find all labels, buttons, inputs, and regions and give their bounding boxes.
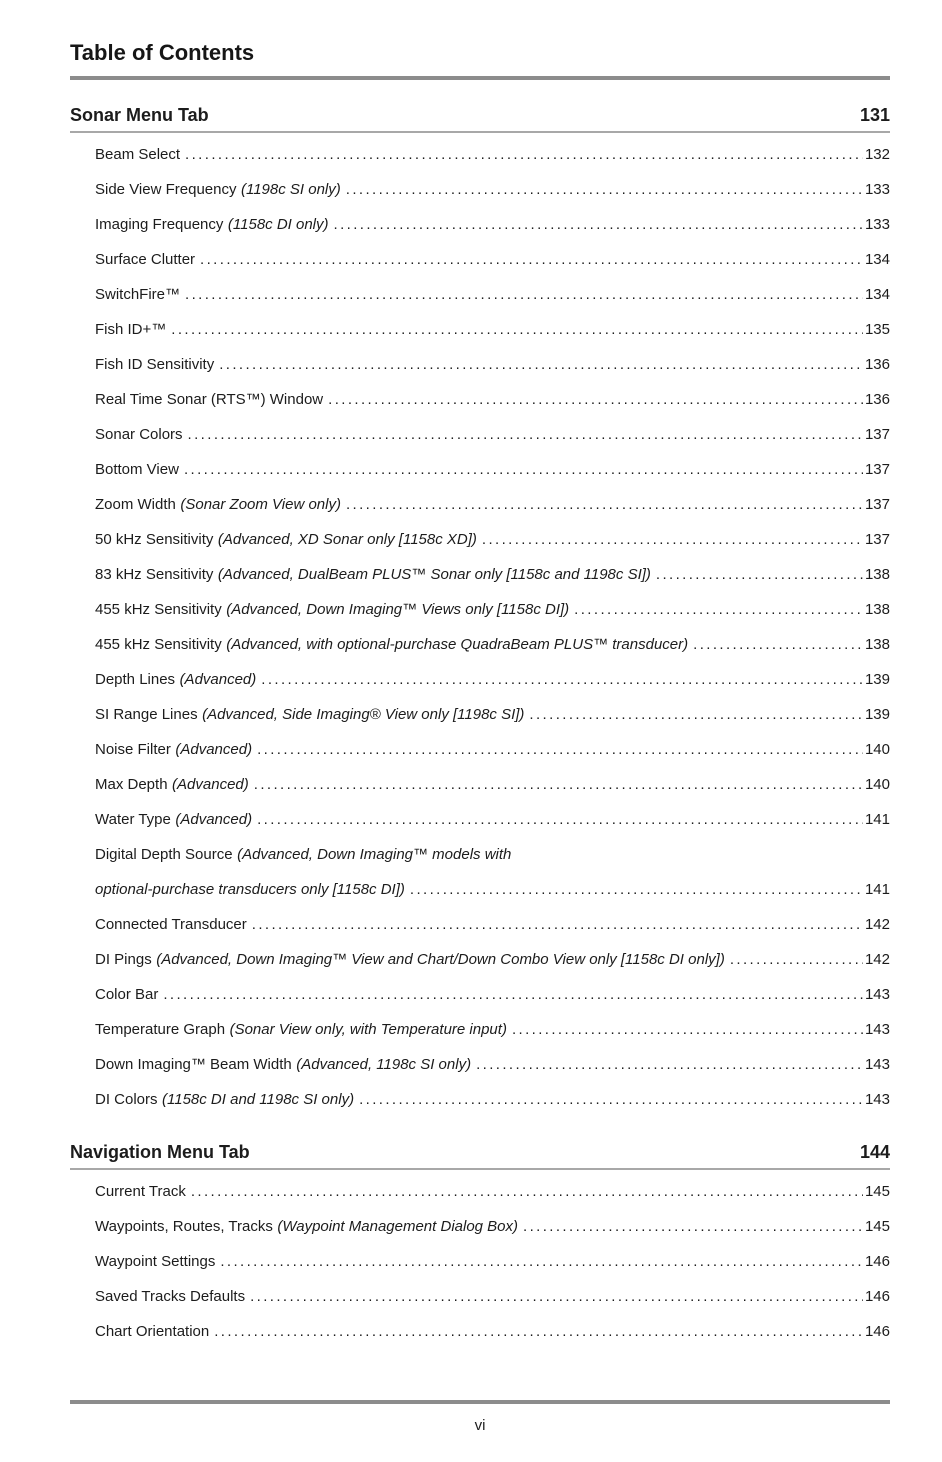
- entry-label: Water Type: [95, 811, 171, 828]
- entry-main-line: [95, 382, 890, 417]
- entry-main-line: [95, 207, 890, 242]
- dotted-leader: [359, 1082, 863, 1117]
- section-title: Sonar Menu Tab: [70, 105, 209, 125]
- entry-qualifier: (1198c SI only): [240, 181, 341, 198]
- toc-section: [70, 1142, 890, 1349]
- entry-page-number: 138: [864, 636, 890, 653]
- entry-main-line: [95, 732, 890, 767]
- dotted-leader: [219, 347, 863, 382]
- entry-first-line: [95, 837, 890, 872]
- entry-main-line: [95, 872, 890, 907]
- dotted-leader: [346, 172, 863, 207]
- toc-sections: [70, 80, 890, 1349]
- entry-page-number: 138: [864, 566, 890, 583]
- entry-label: Side View Frequency: [95, 181, 237, 198]
- toc-entry: [95, 347, 890, 382]
- entry-label: SI Range Lines: [95, 706, 198, 723]
- entry-main-line: [95, 1314, 890, 1349]
- entry-page-number: 133: [864, 181, 890, 198]
- entry-main-line: [95, 1174, 890, 1209]
- entry-main-line: [95, 627, 890, 662]
- entry-main-line: [95, 452, 890, 487]
- entry-page-number: 137: [864, 531, 890, 548]
- entry-page-number: 145: [864, 1218, 890, 1235]
- section-entry-list: [70, 133, 890, 1117]
- page-title: Table of Contents: [70, 40, 255, 65]
- toc-entry: [95, 487, 890, 522]
- entry-main-line: [95, 907, 890, 942]
- toc-entry: [95, 627, 890, 662]
- entry-label: 455 kHz Sensitivity: [95, 636, 222, 653]
- entry-label: 455 kHz Sensitivity: [95, 601, 222, 618]
- toc-entry: [95, 417, 890, 452]
- dotted-leader: [200, 242, 863, 277]
- toc-entry: [95, 907, 890, 942]
- entry-qualifier: (Advanced, Side Imaging® View only [1198c SI]): [202, 706, 525, 723]
- entry-qualifier: (Advanced, 1198c SI only): [296, 1056, 472, 1073]
- entry-main-line: [95, 487, 890, 522]
- toc-entry: [95, 137, 890, 172]
- toc-entry: [95, 977, 890, 1012]
- entry-label: Color Bar: [95, 986, 159, 1003]
- entry-page-number: 138: [864, 601, 890, 618]
- section-header: [70, 105, 890, 133]
- entry-qualifier: (1158c DI only): [227, 216, 329, 233]
- dotted-leader: [185, 137, 863, 172]
- section-title: Navigation Menu Tab: [70, 1142, 250, 1162]
- entry-page-number: 143: [864, 1021, 890, 1038]
- entry-qualifier: (1158c DI and 1198c SI only): [162, 1091, 355, 1108]
- entry-main-line: [95, 137, 890, 172]
- section-page-number: 131: [859, 105, 890, 125]
- toc-entry: [95, 557, 890, 592]
- entry-main-line: [95, 662, 890, 697]
- entry-page-number: 140: [864, 776, 890, 793]
- entry-main-line: [95, 312, 890, 347]
- entry-main-line: [95, 942, 890, 977]
- entry-label: Fish ID Sensitivity: [95, 356, 215, 373]
- dotted-leader: [254, 767, 863, 802]
- entry-label: Bottom View: [95, 461, 179, 478]
- dotted-leader: [512, 1012, 863, 1047]
- entry-label: Fish ID+™: [95, 321, 167, 338]
- dotted-leader: [574, 592, 863, 627]
- page-footer: [70, 1400, 890, 1434]
- entry-main-line: [95, 557, 890, 592]
- entry-label: Sonar Colors: [95, 426, 183, 443]
- entry-label: Surface Clutter: [95, 251, 196, 268]
- entry-label: Temperature Graph: [95, 1021, 226, 1038]
- toc-entry: [95, 697, 890, 732]
- entry-main-line: [95, 1012, 890, 1047]
- toc-entry: [95, 277, 890, 312]
- toc-entry: [95, 1082, 890, 1117]
- entry-label: Imaging Frequency: [95, 216, 224, 233]
- dotted-leader: [656, 557, 863, 592]
- dotted-leader: [214, 1314, 863, 1349]
- entry-label: Waypoint Settings: [95, 1253, 216, 1270]
- entry-qualifier: (Advanced): [175, 741, 253, 758]
- entry-main-line: [95, 697, 890, 732]
- dotted-leader: [261, 662, 863, 697]
- entry-label: 50 kHz Sensitivity: [95, 531, 214, 548]
- entry-qualifier: (Advanced): [175, 811, 253, 828]
- dotted-leader: [191, 1174, 863, 1209]
- entry-label: Depth Lines: [95, 671, 176, 688]
- toc-entry: [95, 1174, 890, 1209]
- dotted-leader: [730, 942, 863, 977]
- entry-page-number: 146: [864, 1288, 890, 1305]
- entry-label: Noise Filter: [95, 741, 171, 758]
- dotted-leader: [220, 1244, 863, 1279]
- section-entry-list: [70, 1170, 890, 1349]
- entry-page-number: 136: [864, 356, 890, 373]
- entry-label: DI Colors: [95, 1091, 158, 1108]
- entry-page-number: 145: [864, 1183, 890, 1200]
- entry-qualifier: (Advanced): [179, 671, 257, 688]
- dotted-leader: [523, 1209, 863, 1244]
- entry-page-number: 136: [864, 391, 890, 408]
- toc-entry: [95, 592, 890, 627]
- entry-label: DI Pings: [95, 951, 152, 968]
- entry-main-line: [95, 592, 890, 627]
- toc-entry: [95, 1279, 890, 1314]
- entry-main-line: [95, 1209, 890, 1244]
- toc-entry: [95, 452, 890, 487]
- dotted-leader: [252, 907, 863, 942]
- entry-qualifier: (Advanced, Down Imaging™ View and Chart/Down Combo View only [1158c DI only]): [156, 951, 725, 968]
- entry-page-number: 134: [864, 286, 890, 303]
- entry-qualifier: (Sonar Zoom View only): [180, 496, 341, 513]
- entry-label: SwitchFire™: [95, 286, 181, 303]
- toc-entry: [95, 732, 890, 767]
- entry-qualifier: (Advanced, Down Imaging™ Views only [1158c DI]): [226, 601, 570, 618]
- entry-label: Beam Select: [95, 146, 181, 163]
- dotted-leader: [257, 802, 863, 837]
- entry-qualifier: (Waypoint Management Dialog Box): [277, 1218, 519, 1235]
- dotted-leader: [476, 1047, 863, 1082]
- entry-page-number: 137: [864, 496, 890, 513]
- entry-label: Chart Orientation: [95, 1323, 210, 1340]
- dotted-leader: [529, 697, 863, 732]
- dotted-leader: [328, 382, 863, 417]
- entry-main-line: [95, 802, 890, 837]
- toc-entry: [95, 837, 890, 907]
- entry-page-number: 140: [864, 741, 890, 758]
- toc-entry: [95, 802, 890, 837]
- entry-label: Down Imaging™ Beam Width: [95, 1056, 292, 1073]
- entry-page-number: 133: [864, 216, 890, 233]
- toc-entry: [95, 1314, 890, 1349]
- dotted-leader: [250, 1279, 863, 1314]
- entry-main-line: [95, 1047, 890, 1082]
- entry-label: Digital Depth Source: [95, 846, 233, 863]
- entry-label: Real Time Sonar (RTS™) Window: [95, 391, 324, 408]
- entry-qualifier: optional-purchase transducers only [1158c DI]): [95, 881, 405, 898]
- entry-main-line: [95, 522, 890, 557]
- toc-entry: [95, 1209, 890, 1244]
- toc-entry: [95, 942, 890, 977]
- entry-label: Connected Transducer: [95, 916, 247, 933]
- entry-page-number: 142: [864, 951, 890, 968]
- entry-page-number: 139: [864, 706, 890, 723]
- entry-page-number: 141: [864, 881, 890, 898]
- entry-main-line: [95, 172, 890, 207]
- toc-entry: [95, 172, 890, 207]
- entry-qualifier: (Advanced, XD Sonar only [1158c XD]): [217, 531, 477, 548]
- footer-page-number: vi: [474, 1417, 486, 1434]
- entry-page-number: 143: [864, 986, 890, 1003]
- entry-page-number: 143: [864, 1056, 890, 1073]
- toc-entry: [95, 767, 890, 802]
- dotted-leader: [257, 732, 863, 767]
- entry-qualifier: (Advanced): [172, 776, 249, 793]
- entry-page-number: 137: [864, 461, 890, 478]
- dotted-leader: [410, 872, 863, 907]
- dotted-leader: [482, 522, 863, 557]
- entry-main-line: [95, 242, 890, 277]
- toc-entry: [95, 662, 890, 697]
- entry-page-number: 132: [864, 146, 890, 163]
- entry-page-number: 137: [864, 426, 890, 443]
- entry-label: Current Track: [95, 1183, 186, 1200]
- entry-page-number: 134: [864, 251, 890, 268]
- toc-section: [70, 105, 890, 1117]
- entry-page-number: 146: [864, 1253, 890, 1270]
- toc-entry: [95, 382, 890, 417]
- entry-page-number: 143: [864, 1091, 890, 1108]
- entry-qualifier: (Advanced, DualBeam PLUS™ Sonar only [1158c and 1198c SI]): [217, 566, 651, 583]
- entry-page-number: 139: [864, 671, 890, 688]
- entry-main-line: [95, 417, 890, 452]
- entry-main-line: [95, 347, 890, 382]
- entry-label: Max Depth: [95, 776, 168, 793]
- entry-label: Waypoints, Routes, Tracks: [95, 1218, 273, 1235]
- entry-main-line: [95, 277, 890, 312]
- dotted-leader: [346, 487, 863, 522]
- entry-main-line: [95, 1244, 890, 1279]
- toc-entry: [95, 1012, 890, 1047]
- toc-entry: [95, 1047, 890, 1082]
- entry-page-number: 135: [864, 321, 890, 338]
- entry-main-line: [95, 977, 890, 1012]
- dotted-leader: [693, 627, 863, 662]
- toc-entry: [95, 312, 890, 347]
- entry-page-number: 142: [864, 916, 890, 933]
- dotted-leader: [171, 312, 863, 347]
- entry-page-number: 146: [864, 1323, 890, 1340]
- entry-qualifier: (Advanced, with optional-purchase QuadraBeam PLUS™ transducer): [226, 636, 689, 653]
- toc-entry: [95, 1244, 890, 1279]
- toc-entry: [95, 207, 890, 242]
- footer-divider-rule: [70, 1400, 890, 1404]
- entry-qualifier: (Advanced, Down Imaging™ models with: [237, 846, 512, 863]
- entry-label: Saved Tracks Defaults: [95, 1288, 246, 1305]
- dotted-leader: [188, 417, 863, 452]
- dotted-leader: [185, 277, 863, 312]
- entry-main-line: [95, 1279, 890, 1314]
- entry-main-line: [95, 767, 890, 802]
- section-page-number: 144: [859, 1142, 890, 1162]
- dotted-leader: [184, 452, 863, 487]
- toc-entry: [95, 522, 890, 557]
- entry-main-line: [95, 1082, 890, 1117]
- entry-label: 83 kHz Sensitivity: [95, 566, 214, 583]
- entry-label: Zoom Width: [95, 496, 176, 513]
- entry-qualifier: (Sonar View only, with Temperature input): [229, 1021, 507, 1038]
- dotted-leader: [163, 977, 863, 1012]
- toc-entry: [95, 242, 890, 277]
- section-header: [70, 1142, 890, 1170]
- dotted-leader: [334, 207, 863, 242]
- entry-page-number: 141: [864, 811, 890, 828]
